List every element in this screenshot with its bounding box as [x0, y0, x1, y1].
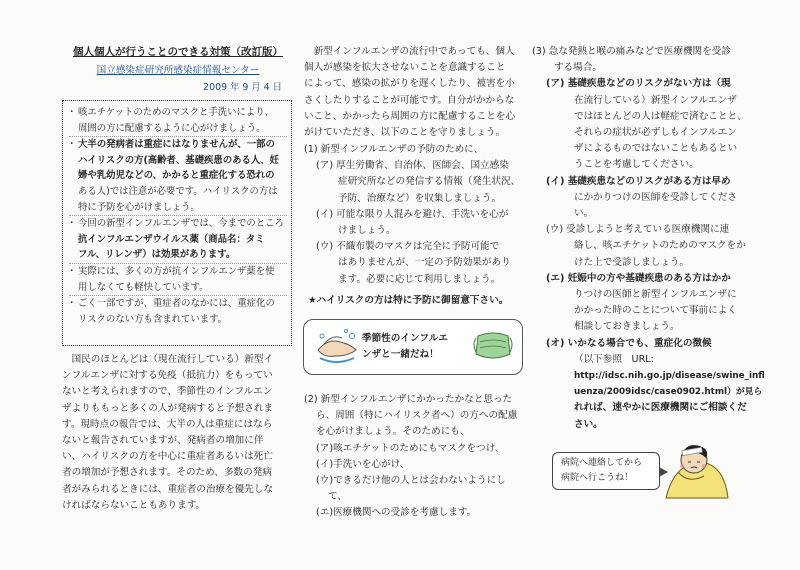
- medical-visit-section: (3) 急な発熱と喉の痛みなどで医療機関を受診 する場合。 (ア) 基礎疾患などのリスクがない方は（現 在流行している）新型インフルエンザ ではほとんどの人は軽症で済むことと、 それらの症状が必ずしもインフルエン ザによるものではないこともあるとい うことを考慮してください。 (イ) 基礎疾患などのリスクがある方は早め にかかりつけの医師を受診してくださ い。 (ウ) 受診しようと考えている医療機関に連 絡し、咳エチケットのためのマスクをか けた上で受診しましょう。 (エ) 妊娠中の方や基礎疾患のある方はかか りつけの医師と新型インフルエンザに かかった時のことについて事前によく 相談しておきましょう。 (オ) いかなる場合でも、重症化の徴候 （以下参照 URL: http://idsc.nih.go.jp/disease/swine_infl uenza/2009idsc/case0902.html）が見ら れれば、速やかに医療機関にご相談くだ さい。: [532, 44, 772, 433]
- prevention-section: [304, 142, 528, 288]
- population-immunity-paragraph: 国民のほとんどは（現在流行している）新型イ ンフルエンザに対する免疫（抵抗力）をもってい ないと考えられますので、季節性のインフルエン ザよりももっと多くの人が発病すると予想されま す。現時点の報告では、大半の人は重症にはなら ないと報告されていますが、発病者の増加に伴 い、ハイリスクの方を中心に重症者あるいは死亡 者の増加が予想されます。そのため、多数の発病 者がみられるときには、重症者の治療を優先しな ければならないこともあります。: [62, 354, 274, 511]
- sick-person-illustration: [664, 440, 730, 500]
- key-point-4: ・ 実際には、多くの方が抗インフルエンザ薬を使 用しなくても軽快しています。: [69, 263, 287, 295]
- high-risk-warning: ★ハイリスクの方は特に予防に御留意下さい。: [308, 295, 509, 306]
- prevention-item-a: (ア) 厚生労働省、自治体、医師会、国立感染 症研究所などの発信する情報（発生状況、 予防、治療など）を収集しましょう。: [316, 160, 521, 204]
- case-definition-url[interactable]: http://idsc.nih.go.jp/disease/swine_infl: [574, 371, 765, 382]
- visit-item-o: (オ) いかなる場合でも、重症化の徴候 （以下参照 URL: http://idsc.nih.go.jp/disease/swine_infl uenza/2009idsc/case0902.html）が見ら れれば、速やかに医療機関にご相談くだ さい。: [532, 336, 772, 433]
- document-title: 個人個人が行うことのできる対策（改訂版）: [73, 46, 283, 58]
- speech-bubble: 病院へ連絡してから 病院へ行こうね！: [552, 452, 660, 490]
- visit-item-u: (ウ) 受診しようと考えている医療機関に連 絡し、咳エチケットのためのマスクをか けた上で受診しましょう。: [546, 224, 746, 268]
- visit-item-i: (イ) 基礎疾患などのリスクがある方は早め にかかりつけの医師を受診してくださ い。: [546, 175, 738, 220]
- visit-item-a: (ア) 基礎疾患などのリスクがない方は（現 在流行している）新型インフルエンザ ではほとんどの人は軽症で済むことと、 それらの症状が必ずしもインフルエン ザによるものではないこともあるとい うことを考慮してください。: [546, 78, 747, 171]
- prevention-item-i: (イ) 可能な限り人混みを避け、手洗いを心が けましょう。: [316, 208, 509, 237]
- intro-paragraph: 新型インフルエンザの流行中であっても、個人 個人が感染を拡大させないことを意識すること によって、感染の拡がりを遅くしたり、被害を小 さくしたりすることが可能です。自分がかからな いこと、かかったら周囲の方に配慮することを心 がけていただき、以下のことを守りましょう。: [304, 46, 516, 139]
- mask-illustration: [472, 328, 514, 364]
- key-point-2: ・ 大半の発病者は重症にはなりませんが、一部の ハイリスクの方(高齢者、基礎疾患のある人、妊 婦や乳幼児などの、かかると重症化する恐れの ある人)では注意が必要です。ハイリスクの方は 特に予防を心がけましょう。: [69, 136, 287, 215]
- key-point-1: ・ 咳エチケットのためのマスクと手洗いにより、 周囲の方に配慮するように心がけましょう。: [69, 105, 287, 136]
- key-points-box: [62, 100, 292, 346]
- publication-date: 2009 年 9 月 4 日: [203, 82, 282, 93]
- prevention-heading: (1) 新型インフルエンザの予防のために、: [304, 144, 484, 155]
- key-point-5: ・ ごく一部ですが、重症者のなかには、重症化の リスクのない方も含まれています。: [69, 295, 287, 327]
- seasonal-flu-banner: [303, 319, 523, 375]
- key-point-3: ・ 今回の新型インフルエンザでは、今までのところ 抗インフルエンザウイルス薬（商品名：タミ フル、リレンザ）は効果があります。: [69, 215, 287, 263]
- prevention-item-u: (ウ) 不織布製のマスクは完全に予防可能で はありませんが、一定の予防効果があり ます。必要に応じて利用しましょう。: [316, 241, 511, 285]
- visit-item-e: (エ) 妊娠中の方や基礎疾患のある方はかか りつけの医師と新型インフルエンザに かかった時のことについて事前によく 相談しておきましょう。: [546, 272, 737, 333]
- banner-text: 季節性のインフルエ ンザと一緒だね！: [362, 333, 448, 360]
- handwashing-illustration: [314, 326, 360, 366]
- publisher-name: 国立感染症研究所感染症情報センター: [96, 65, 260, 76]
- if-infected-section: (2) 新型インフルエンザにかかったかなと思った ら、周囲（特にハイリスク者へ）の方への配慮 を心がけましょう。そのためにも、 (ア)咳エチケットのためにもマスクをつけ、 (イ)手洗いを心がけ、 (ウ)できるだけ他の人とは会わないようにし て、 (エ)医療機関への受診を考慮します。: [304, 394, 518, 519]
